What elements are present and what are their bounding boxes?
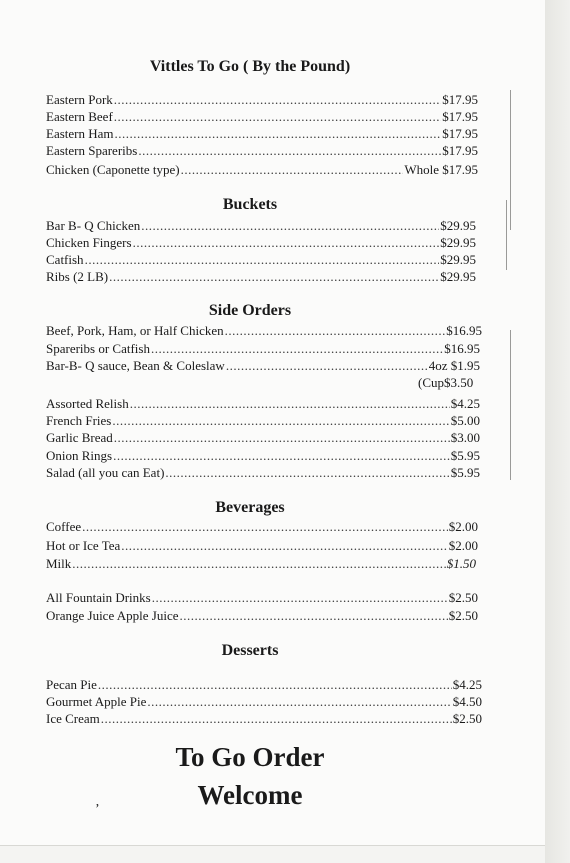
menu-item: Orange Juice Apple Juice ..... $2.50	[46, 608, 478, 624]
menu-item: Bar-B- Q sauce, Bean & Coleslaw ..... 4oz $1.95	[46, 358, 480, 374]
menu-item: Bar B- Q Chicken ..... $29.95	[46, 218, 476, 234]
welcome-line-2: Welcome	[197, 780, 303, 810]
menu-item: Hot or Ice Tea ..... $2.00	[46, 538, 478, 554]
menu-item: Spareribs or Catfish ..... $16.95	[46, 341, 480, 357]
page-edge-shadow	[545, 0, 570, 863]
page-edge-line	[506, 200, 507, 270]
menu-item: Milk ..... $1.50	[46, 556, 476, 572]
menu-item: Gourmet Apple Pie ..... $4.50	[46, 694, 482, 710]
menu-item: Catfish ..... $29.95	[46, 252, 476, 268]
menu-item: Eastern Spareribs ..... $17.95	[46, 143, 478, 159]
menu-item: Chicken Fingers ..... $29.95	[46, 235, 476, 251]
menu-item: Coffee ..... $2.00	[46, 519, 478, 535]
cup-price: (Cup$3.50	[418, 375, 474, 390]
menu-item: Pecan Pie ..... $4.25	[46, 677, 482, 693]
menu-item: Eastern Beef ..... $17.95	[46, 109, 478, 125]
menu-item: All Fountain Drinks ..... $2.50	[46, 590, 478, 606]
section-title-desserts: Desserts	[221, 642, 279, 659]
menu-item: Eastern Ham ..... $17.95	[46, 126, 478, 142]
menu-item: Eastern Pork ..... $17.95	[46, 92, 478, 108]
menu-item: Garlic Bread ..... $3.00	[46, 430, 480, 446]
section-title-sides: Side Orders	[208, 302, 292, 319]
menu-item: Salad (all you can Eat) ..... $5.95	[46, 465, 480, 481]
page-edge-line	[510, 90, 511, 230]
welcome-line-1: To Go Order	[175, 742, 325, 772]
menu-item: Assorted Relish ..... $4.25	[46, 396, 480, 412]
menu-item: Beef, Pork, Ham, or Half Chicken ..... $16.95	[46, 323, 482, 339]
scan-mark: ʼ	[95, 802, 100, 817]
page-edge-line	[510, 330, 511, 480]
menu-item: Onion Rings ..... $5.95	[46, 448, 480, 464]
menu-item: Ice Cream ..... $2.50	[46, 711, 482, 727]
section-title-vittles: Vittles To Go ( By the Pound)	[149, 58, 351, 75]
section-title-buckets: Buckets	[222, 196, 278, 213]
menu-item: French Fries ..... $5.00	[46, 413, 480, 429]
section-title-beverages: Beverages	[215, 499, 285, 516]
menu-item: Chicken (Caponette type) ..... Whole $17.95	[46, 162, 478, 178]
menu-item: Ribs (2 LB) ..... $29.95	[46, 269, 476, 285]
